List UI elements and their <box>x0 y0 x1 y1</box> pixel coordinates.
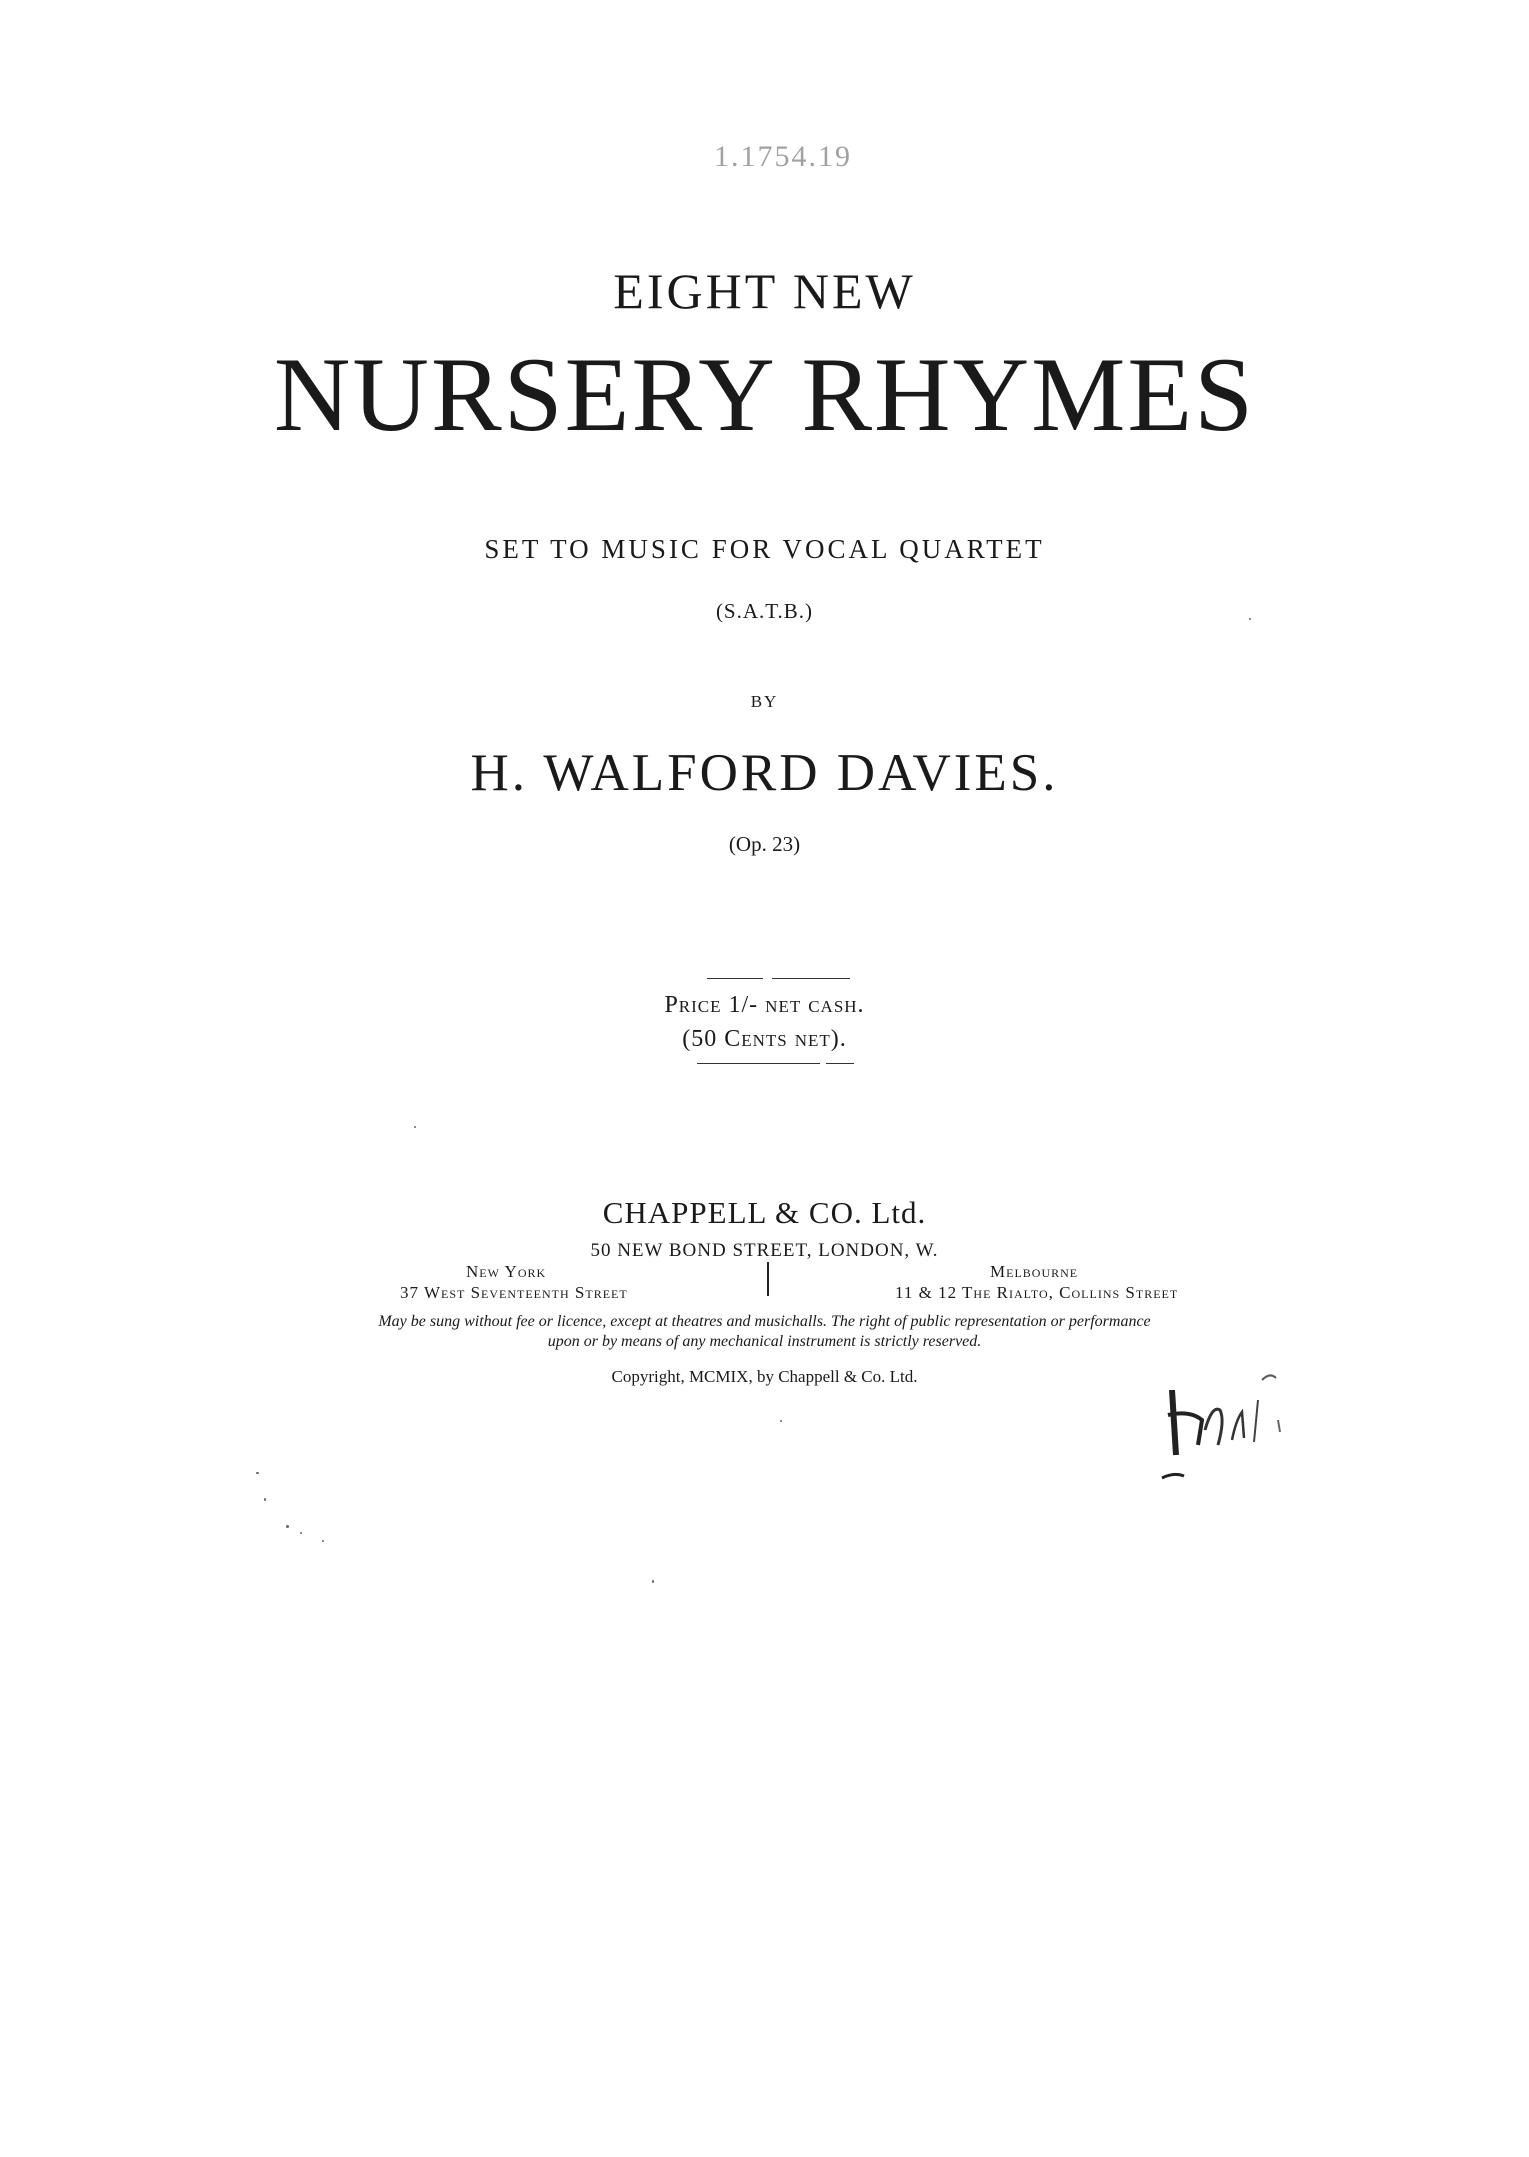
speck-4 <box>264 1498 266 1501</box>
publisher-address: 50 NEW BOND STREET, LONDON, W. <box>590 1240 939 1261</box>
speck-9 <box>780 1420 782 1422</box>
price-rule-top <box>707 978 763 979</box>
catalog-stamp: 1.1754.19 <box>714 140 852 173</box>
branch-address-new-york: 37 West Seventeenth Street <box>400 1283 628 1302</box>
by-line: BY <box>750 692 779 711</box>
performance-notice-line-1: May be sung without fee or licence, except at theatres and musichalls. The right of public representation or performance <box>378 1313 1151 1330</box>
speck-8 <box>652 1580 654 1583</box>
branch-address-melbourne: 11 & 12 The Rialto, Collins Street <box>895 1283 1179 1302</box>
title-line-1: EIGHT NEW <box>613 263 916 319</box>
branch-city-melbourne: Melbourne <box>990 1262 1079 1281</box>
speck-7 <box>322 1540 324 1542</box>
speck-6 <box>300 1532 302 1534</box>
opus-number: (Op. 23) <box>728 832 801 856</box>
price-cents: (50 Cents net). <box>682 1026 847 1052</box>
speck-2 <box>1249 618 1251 620</box>
publisher-name: CHAPPELL & CO. Ltd. <box>602 1195 927 1230</box>
subtitle: SET TO MUSIC FOR VOCAL QUARTET <box>484 534 1045 564</box>
branch-divider <box>767 1262 769 1296</box>
copyright-notice: Copyright, MCMIX, by Chappell & Co. Ltd. <box>611 1367 918 1386</box>
composer-name: H. WALFORD DAVIES. <box>470 744 1059 802</box>
speck-5 <box>286 1525 289 1528</box>
price-rule-top-2 <box>772 978 850 979</box>
signature-image <box>1150 1360 1310 1490</box>
branch-city-new-york: New York <box>466 1262 547 1281</box>
speck-3 <box>256 1472 259 1474</box>
price-rule-bottom-2 <box>826 1063 854 1064</box>
price-rule-bottom <box>697 1063 820 1064</box>
page-title: NURSERY RHYMES <box>273 336 1256 453</box>
performance-notice-line-2: upon or by means of any mechanical instrument is strictly reserved. <box>547 1333 982 1350</box>
voicing: (S.A.T.B.) <box>715 599 814 623</box>
speck-1 <box>414 1126 416 1128</box>
price: Price 1/- net cash. <box>664 992 865 1018</box>
